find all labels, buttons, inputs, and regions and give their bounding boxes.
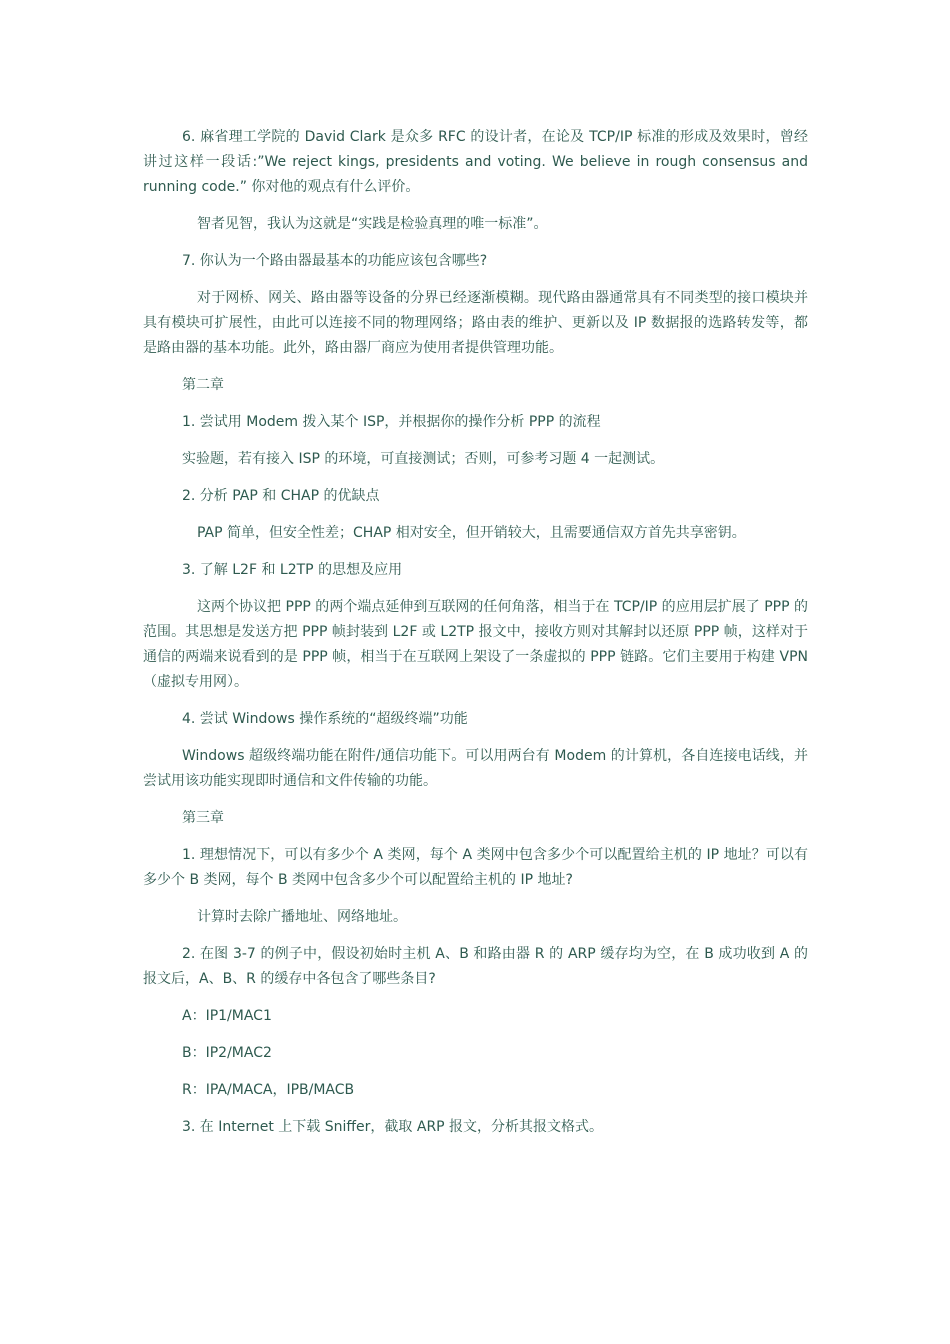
ch2-answer-4: Windows 超级终端功能在附件/通信功能下。可以用两台有 Modem 的计算机，各自连接电话线，并尝试用该功能实现即时通信和文件传输的功能。: [143, 748, 808, 789]
chapter-2-heading: 第二章: [182, 377, 224, 393]
ch2-question-2: 2. 分析 PAP 和 CHAP 的优缺点: [182, 488, 380, 504]
ch2-answer-1: 实验题，若有接入 ISP 的环境，可直接测试；否则，可参考习题 4 一起测试。: [182, 451, 665, 467]
ch3-answer-2-r: R：IPA/MACA，IPB/MACB: [182, 1082, 355, 1098]
ch3-question-3: 3. 在 Internet 上下载 Sniffer，截取 ARP 报文，分析其报文格式。: [182, 1119, 604, 1135]
question-7: 7. 你认为一个路由器最基本的功能应该包含哪些?: [182, 253, 488, 269]
ch3-question-1: 1. 理想情况下，可以有多少个 A 类网，每个 A 类网中包含多少个可以配置给主机的 IP 地址？可以有多少个 B 类网，每个 B 类网中包含多少个可以配置给主机的 IP 地址?: [143, 847, 808, 888]
ch2-question-4: 4. 尝试 Windows 操作系统的“超级终端”功能: [182, 711, 468, 727]
ch3-question-2: 2. 在图 3-7 的例子中，假设初始时主机 A、B 和路由器 R 的 ARP 缓存均为空，在 B 成功收到 A 的报文后，A、B、R 的缓存中各包含了哪些条目?: [143, 946, 808, 987]
ch3-answer-1: 计算时去除广播地址、网络地址。: [197, 909, 407, 925]
ch2-question-3: 3. 了解 L2F 和 L2TP 的思想及应用: [182, 562, 403, 578]
document-body: [143, 125, 808, 1152]
ch3-answer-2-a: A：IP1/MAC1: [182, 1008, 272, 1024]
answer-7: 对于网桥、网关、路由器等设备的分界已经逐渐模糊。现代路由器通常具有不同类型的接口模块并具有模块可扩展性，由此可以连接不同的物理网络；路由表的维护、更新以及 IP 数据报的选路转发等，都是路由器的基本功能。此外，路由器厂商应为使用者提供管理功能。: [143, 290, 808, 356]
ch3-answer-2-b: B：IP2/MAC2: [182, 1045, 272, 1061]
answer-6: 智者见智，我认为这就是“实践是检验真理的唯一标准”。: [197, 216, 548, 232]
ch2-answer-2: PAP 简单，但安全性差；CHAP 相对安全，但开销较大，且需要通信双方首先共享密钥。: [197, 525, 746, 541]
chapter-3-heading: 第三章: [182, 810, 224, 826]
ch2-answer-3: 这两个协议把 PPP 的两个端点延伸到互联网的任何角落，相当于在 TCP/IP 的应用层扩展了 PPP 的范围。其思想是发送方把 PPP 帧封装到 L2F 或 L2TP 报文中，接收方则对其解封以还原 PPP 帧，这样对于通信的两端来说看到的是 PPP 帧，相当于在互联网上架设了一条虚拟的 PPP 链路。它们主要用于构建 VPN（虚拟专用网）。: [143, 599, 808, 690]
ch2-question-1: 1. 尝试用 Modem 拨入某个 ISP，并根据你的操作分析 PPP 的流程: [182, 414, 601, 430]
question-6: 6. 麻省理工学院的 David Clark 是众多 RFC 的设计者，在论及 TCP/IP 标准的形成及效果时，曾经讲过这样一段话:”We reject kings, presidents and voting. We believe in rough consensus and running code.” 你对他的观点有什么评价。: [143, 129, 808, 195]
